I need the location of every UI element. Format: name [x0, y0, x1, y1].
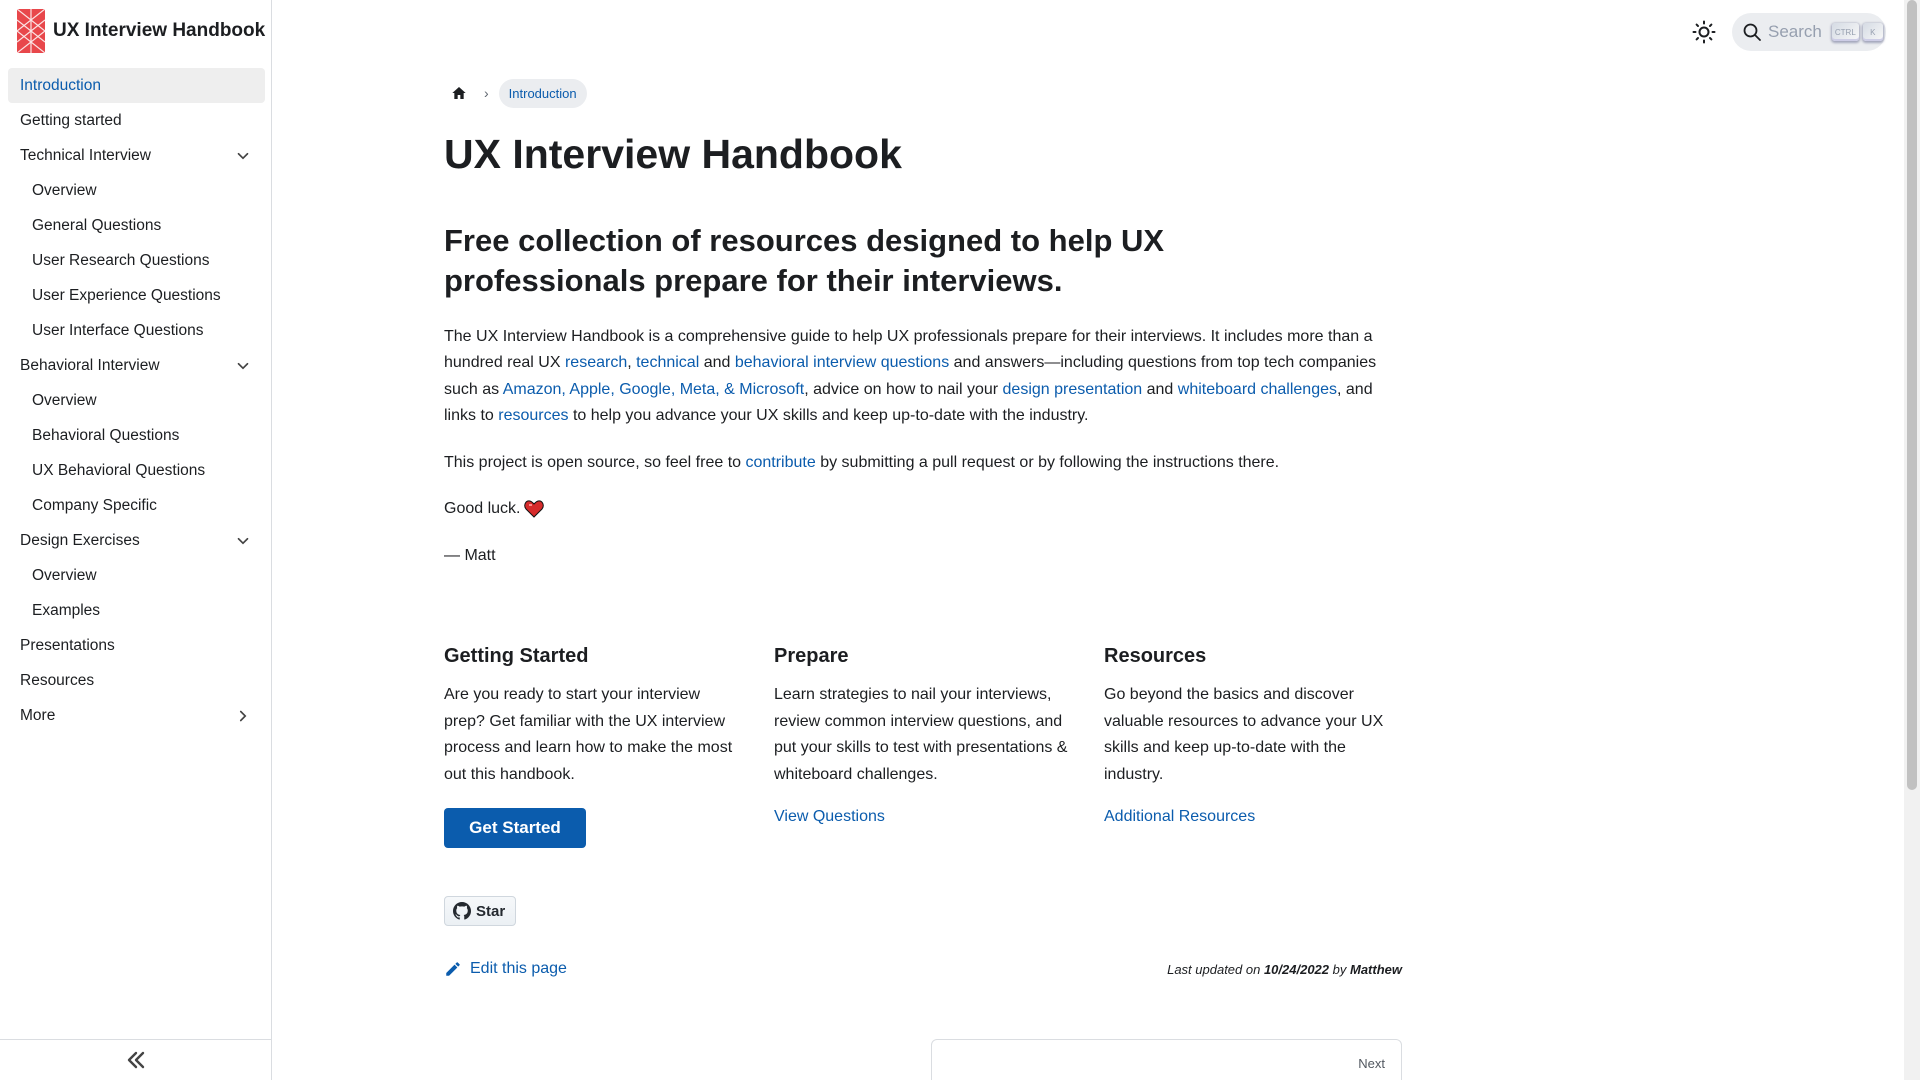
- card-title: Prepare: [774, 645, 849, 668]
- contribute-link[interactable]: contribute: [745, 453, 816, 471]
- edit-page-label: Edit this page: [470, 960, 567, 977]
- sidebar-item-user-research-questions[interactable]: [8, 243, 265, 278]
- sidebar-item-label: User Interface Questions: [32, 321, 204, 339]
- sidebar-item-getting-started[interactable]: [8, 103, 265, 138]
- brand-link[interactable]: [17, 8, 265, 54]
- search-placeholder: Search: [1768, 22, 1822, 41]
- sidebar-item-label: More: [20, 706, 56, 724]
- next-page-link[interactable]: [931, 1039, 1402, 1080]
- next-label: Next: [1358, 1056, 1385, 1071]
- whiteboard-challenges-link[interactable]: whiteboard challenges: [1177, 380, 1337, 398]
- sidebar-item-resources[interactable]: [8, 663, 265, 698]
- behavioral-questions-link[interactable]: behavioral interview questions: [734, 354, 950, 372]
- sidebar-item-label: Behavioral Questions: [32, 426, 180, 444]
- home-icon: [451, 85, 467, 101]
- sidebar-item-label: Getting started: [20, 111, 122, 129]
- sidebar-item-company-specific[interactable]: [8, 488, 265, 523]
- open-source-paragraph: This project is open source, so feel free to contribute by submitting a pull request or by following the instructions there.: [444, 453, 1280, 471]
- sidebar-item-label: Introduction: [20, 76, 101, 94]
- updated-date: 10/24/2022: [1263, 961, 1330, 977]
- sidebar-item-introduction[interactable]: [8, 68, 265, 103]
- search-button[interactable]: [1732, 13, 1886, 51]
- site-title: UX Interview Handbook: [53, 20, 266, 41]
- sidebar-item-label: Company Specific: [32, 496, 157, 514]
- view-questions-link[interactable]: View Questions: [774, 808, 885, 826]
- sidebar-item-label: User Research Questions: [32, 251, 210, 269]
- logo-icon: [17, 9, 45, 53]
- card-title: Getting Started: [444, 645, 589, 668]
- get-started-button[interactable]: Get Started: [444, 808, 586, 848]
- scrollbar-thumb[interactable]: [1907, 0, 1917, 790]
- sidebar-item-label: Resources: [20, 671, 95, 689]
- last-updated: Last updated on 10/24/2022 by Matthew: [1167, 961, 1402, 977]
- card-body: Learn strategies to nail your interviews, review common interview questions, and put your skills to test with presentations & whiteboard challenges.: [774, 686, 1068, 783]
- theme-toggle-button[interactable]: [1690, 18, 1718, 46]
- updated-author: Matthew: [1350, 961, 1402, 977]
- page-tagline: Free collection of resources designed to help UX professionals prepare for their interviews.: [444, 223, 1165, 299]
- chevron-down-icon[interactable]: [233, 356, 253, 376]
- sidebar-item-user-interface-questions[interactable]: [8, 313, 265, 348]
- companies-link[interactable]: Amazon, Apple, Google, Meta, & Microsoft: [502, 380, 805, 398]
- signature: — Matt: [444, 546, 496, 564]
- sidebar-item-ux-behavioral-questions[interactable]: [8, 453, 265, 488]
- sidebar-item-behavioral-overview[interactable]: [8, 383, 265, 418]
- card-getting-started: [444, 645, 741, 848]
- card-body: Go beyond the basics and discover valuable resources to advance your UX skills and keep up-to-date with the industry.: [1104, 686, 1384, 783]
- heart-icon: [524, 500, 544, 518]
- additional-resources-link[interactable]: Additional Resources: [1104, 808, 1256, 826]
- edit-page-link[interactable]: [444, 960, 567, 978]
- sidebar-item-behavioral-interview[interactable]: [8, 348, 265, 383]
- card-resources: [1104, 645, 1401, 848]
- feature-cards: [444, 645, 1402, 848]
- chevron-down-icon[interactable]: [233, 146, 253, 166]
- kbd-k: K: [1863, 23, 1883, 41]
- card-title: Resources: [1104, 645, 1207, 668]
- sidebar-item-examples[interactable]: [8, 593, 265, 628]
- research-link[interactable]: research: [564, 354, 628, 372]
- sidebar-item-label: Behavioral Interview: [20, 356, 160, 374]
- sidebar: [0, 0, 272, 1080]
- resources-link[interactable]: resources: [498, 407, 569, 425]
- breadcrumb: [444, 78, 1402, 108]
- sidebar-item-label: User Experience Questions: [32, 286, 221, 304]
- intro-paragraph: The UX Interview Handbook is a comprehensive guide to help UX professionals prepare for their interviews. It includes more than a hundred real UX research, technical and behavioral interview questions and answers—including questions from top tech companies such as Amazon, Apple, Google, Meta, & Microsoft, advice on how to nail your design presentation and whiteboard challenges, and links to resources to help you advance your UX skills and keep up-to-date with the industry.: [444, 327, 1377, 425]
- keyboard-shortcut: [1832, 23, 1883, 41]
- sidebar-item-label: Design Exercises: [20, 531, 140, 549]
- sidebar-item-label: Examples: [32, 601, 101, 619]
- sun-icon: [1692, 20, 1716, 44]
- home-breadcrumb[interactable]: [444, 78, 474, 108]
- sidebar-item-user-experience-questions[interactable]: [8, 278, 265, 313]
- sidebar-item-general-questions[interactable]: [8, 208, 265, 243]
- kbd-ctrl: CTRL: [1832, 23, 1859, 41]
- card-prepare: [774, 645, 1071, 848]
- main-content: [444, 78, 1402, 926]
- sidebar-item-label: Presentations: [20, 636, 115, 654]
- good-luck-paragraph: Good luck.: [444, 496, 1402, 523]
- sidebar-item-design-exercises[interactable]: [8, 523, 265, 558]
- technical-link[interactable]: technical: [636, 354, 700, 372]
- github-star-button[interactable]: [444, 896, 516, 926]
- star-label: Star: [476, 902, 506, 920]
- sidebar-item-label: Overview: [32, 391, 97, 409]
- design-presentation-link[interactable]: design presentation: [1002, 380, 1143, 398]
- sidebar-item-label: Technical Interview: [20, 146, 151, 164]
- sidebar-item-label: UX Behavioral Questions: [32, 461, 206, 479]
- sidebar-item-label: Overview: [32, 566, 97, 584]
- sidebar-item-label: Overview: [32, 181, 97, 199]
- sidebar-item-design-overview[interactable]: [8, 558, 265, 593]
- breadcrumb-separator: ›: [484, 85, 489, 101]
- sidebar-item-behavioral-questions[interactable]: [8, 418, 265, 453]
- double-chevron-left-icon: [124, 1048, 148, 1072]
- search-icon: [1742, 22, 1762, 42]
- sidebar-menu: [8, 68, 265, 733]
- chevron-down-icon[interactable]: [233, 531, 253, 551]
- card-body: Are you ready to start your interview prep? Get familiar with the UX interview process and learn how to make the most out this handbook.: [444, 686, 733, 783]
- sidebar-item-label: General Questions: [32, 216, 162, 234]
- page-title: UX Interview Handbook: [444, 131, 902, 177]
- sidebar-item-more[interactable]: [8, 698, 265, 733]
- breadcrumb-current: Introduction: [499, 79, 587, 108]
- chevron-right-icon[interactable]: [233, 706, 253, 726]
- collapse-sidebar-button[interactable]: [0, 1039, 272, 1080]
- github-icon: [453, 902, 471, 920]
- sidebar-item-technical-overview[interactable]: [8, 173, 265, 208]
- pencil-icon: [444, 960, 462, 978]
- sidebar-item-presentations[interactable]: [8, 628, 265, 663]
- doc-footer: [444, 960, 1402, 978]
- sidebar-item-technical-interview[interactable]: [8, 138, 265, 173]
